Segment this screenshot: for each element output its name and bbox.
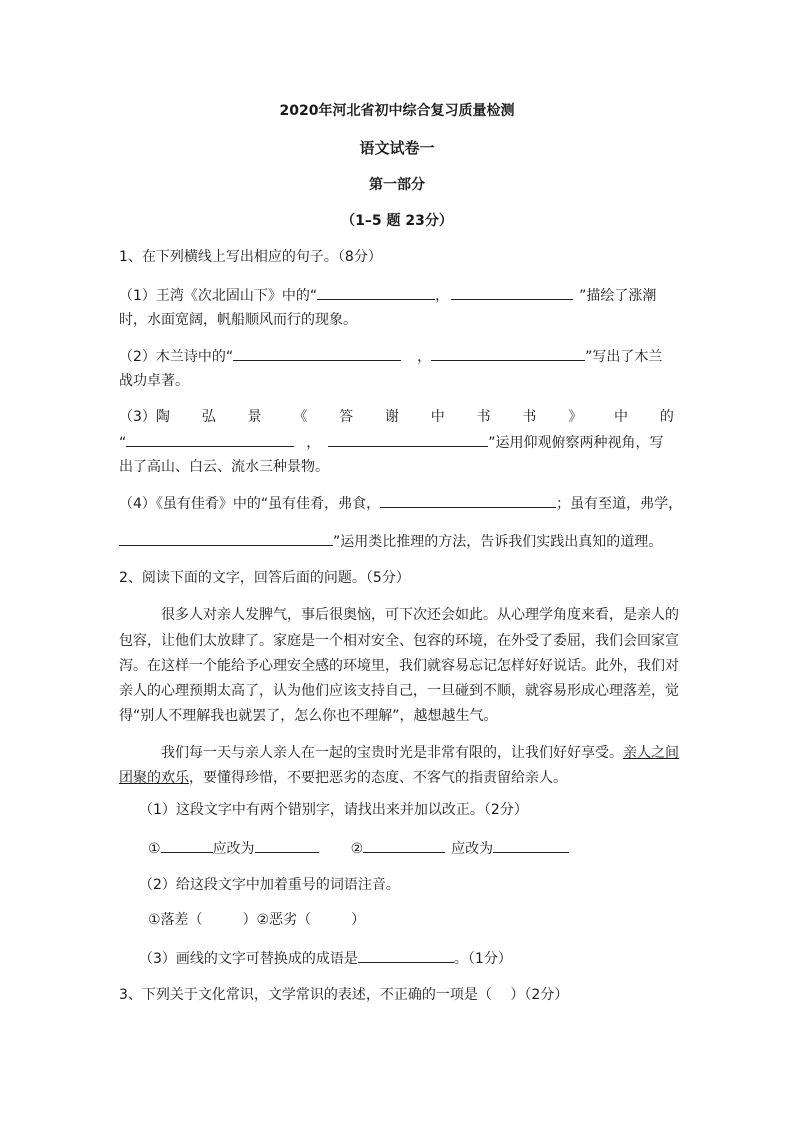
q1-item-2-tail: ”写出了木兰 xyxy=(585,349,663,365)
passage-2-underlined-2: 团聚的欢乐 xyxy=(119,770,189,786)
q1-item-4-lead: （4）《虽有佳肴》中的“虽有佳肴，弗食， xyxy=(119,496,381,512)
q2-sub-1-blank-1[interactable] xyxy=(161,838,213,853)
q1-item-2-line-2: 战功卓著。 xyxy=(119,373,189,389)
q1-item-2-lead: （2）木兰诗中的“ xyxy=(119,349,234,365)
q2-sub-1-mark-2: ② xyxy=(350,841,364,857)
passage-2-text: 我们每一天与亲人亲人在一起的宝贵时光是非常有限的，让我们好好享受。 xyxy=(161,745,623,761)
passage-1-line-3: 泻。在这样一个能给予心理安全感的环境里，我们就容易忘记怎样好好说话。此外，我们对 xyxy=(119,658,679,674)
q1-item-3-char: 《 xyxy=(293,409,308,425)
q1-item-3-line-2 xyxy=(119,432,664,453)
q2-sub-2-stem: （2）给这段文字中加着重号的词语注音。 xyxy=(139,877,400,893)
q1-item-3-char: 答 xyxy=(339,409,354,425)
q2-sub-3-blank[interactable] xyxy=(358,948,454,963)
q2-sub-1-blank-4[interactable] xyxy=(493,838,569,853)
q2-sub-3 xyxy=(139,948,512,969)
q2-sub-1-answers xyxy=(148,838,569,859)
q1-item-3-char: 书 xyxy=(522,409,537,425)
q2-sub-2-part-3: ） xyxy=(351,912,366,928)
q1-item-3-line-3: 出了高山、白云、流水三种景物。 xyxy=(119,459,329,475)
passage-2-line-1 xyxy=(161,743,679,763)
passage-2-line-2 xyxy=(119,768,567,788)
q1-item-1-lead: （1）王湾《次北固山下》中的“ xyxy=(119,288,318,304)
q1-item-3-blank-2[interactable] xyxy=(328,432,488,447)
q2-sub-2-part-1: ①落差（ xyxy=(148,912,203,928)
q1-item-3-line-1 xyxy=(119,407,674,427)
q2-sub-1-blank-2[interactable] xyxy=(255,838,319,853)
q1-item-3-char: 》 xyxy=(568,409,583,425)
q2-sub-2-part-2: ）②恶劣（ xyxy=(242,912,312,928)
exam-subtitle: 语文试卷一 xyxy=(359,139,435,157)
q2-sub-1-label-1: 应改为 xyxy=(212,841,255,857)
q1-item-3-char: 景 xyxy=(247,409,262,425)
q1-item-3-open-quote: “ xyxy=(119,435,127,451)
passage-1-line-2: 包容，让他们太放肆了。家庭是一个相对安全、包容的环境，在外受了委屈，我们会回家宣 xyxy=(119,633,679,649)
passage-2-underlined-1: 亲人之间 xyxy=(623,745,679,761)
question-3-stem: 3、下列关于文化常识，文学常识的表述，不正确的一项是（ ）（2分） xyxy=(119,987,569,1003)
q1-item-4-line-2 xyxy=(119,531,662,552)
passage-1-line-5: 得“别人不理解我也就罢了，怎么你也不理解”，越想越生气。 xyxy=(119,708,498,724)
q1-item-2-sep: ， xyxy=(417,349,432,365)
q1-item-1-line-1 xyxy=(119,285,656,306)
q2-sub-1-blank-3[interactable] xyxy=(363,838,445,853)
passage-1-line-1: 很多人对亲人发脾气，事后很奥恼，可下次还会如此。从心理学角度来看，是亲人的 xyxy=(161,607,679,623)
q2-sub-1-label-2: 应改为 xyxy=(451,841,494,857)
passage-2-tail: ，要懂得珍惜，不要把恶劣的态度、不客气的指责留给亲人。 xyxy=(189,770,567,786)
q1-item-1-line-2: 时，水面宽阔，帆船顺风而行的现象。 xyxy=(119,312,357,328)
q1-item-3-char: 中 xyxy=(614,409,629,425)
q1-item-3-char: （3）陶 xyxy=(119,409,170,425)
q1-item-1-blank-1[interactable] xyxy=(317,285,435,300)
q1-item-3-char: 书 xyxy=(476,409,491,425)
q2-sub-1-stem: （1）这段文字中有两个错别字，请找出来并加以改正。（2分） xyxy=(139,802,528,818)
q1-item-2-blank-1[interactable] xyxy=(233,346,401,361)
q2-sub-3-text: （3）画线的文字可替换成的成语是 xyxy=(139,951,358,967)
exam-title: 2020年河北省初中综合复习质量检测 xyxy=(279,103,515,119)
q1-item-3-tail: ”运用仰观俯察两种视角，写 xyxy=(488,435,664,451)
q1-item-4-blank-2[interactable] xyxy=(119,531,333,546)
q1-item-4-mid: ；虽有至道，弗学， xyxy=(556,496,683,512)
q2-sub-2-answers xyxy=(148,910,365,930)
q2-sub-1-mark-1: ① xyxy=(148,841,161,857)
q1-item-3-blank-1[interactable] xyxy=(126,432,294,447)
question-1-stem: 1、在下列横线上写出相应的句子。（8分） xyxy=(119,249,382,265)
q1-item-2-blank-2[interactable] xyxy=(431,346,585,361)
q1-item-4-blank-1[interactable] xyxy=(380,493,556,508)
part-heading: 第一部分 xyxy=(369,177,425,193)
q1-item-1-sep: ， xyxy=(435,288,450,304)
q1-item-3-sep: ， xyxy=(306,435,321,451)
q1-item-1-tail: ”描绘了涨潮 xyxy=(579,288,657,304)
q2-sub-3-tail: 。（1分） xyxy=(453,951,512,967)
q1-item-2-line-1 xyxy=(119,346,662,367)
q1-item-1-blank-2[interactable] xyxy=(451,285,573,300)
question-2-stem: 2、阅读下面的文字，回答后面的问题。（5分） xyxy=(119,570,410,586)
q1-item-4-line-1 xyxy=(119,493,682,514)
q1-item-3-char: 弘 xyxy=(201,409,216,425)
q1-item-3-char: 谢 xyxy=(384,409,399,425)
q1-item-4-tail: ”运用类比推理的方法，告诉我们实践出真知的道理。 xyxy=(333,534,663,550)
passage-1-line-4: 亲人的心理预期太高了，认为他们应该支持自己，一旦碰到不顺，就容易形成心理落差，觉 xyxy=(119,683,679,699)
q1-item-3-char: 中 xyxy=(430,409,445,425)
scope-heading: （1–5 题 23分） xyxy=(341,213,453,229)
q1-item-3-char: 的 xyxy=(659,409,674,425)
